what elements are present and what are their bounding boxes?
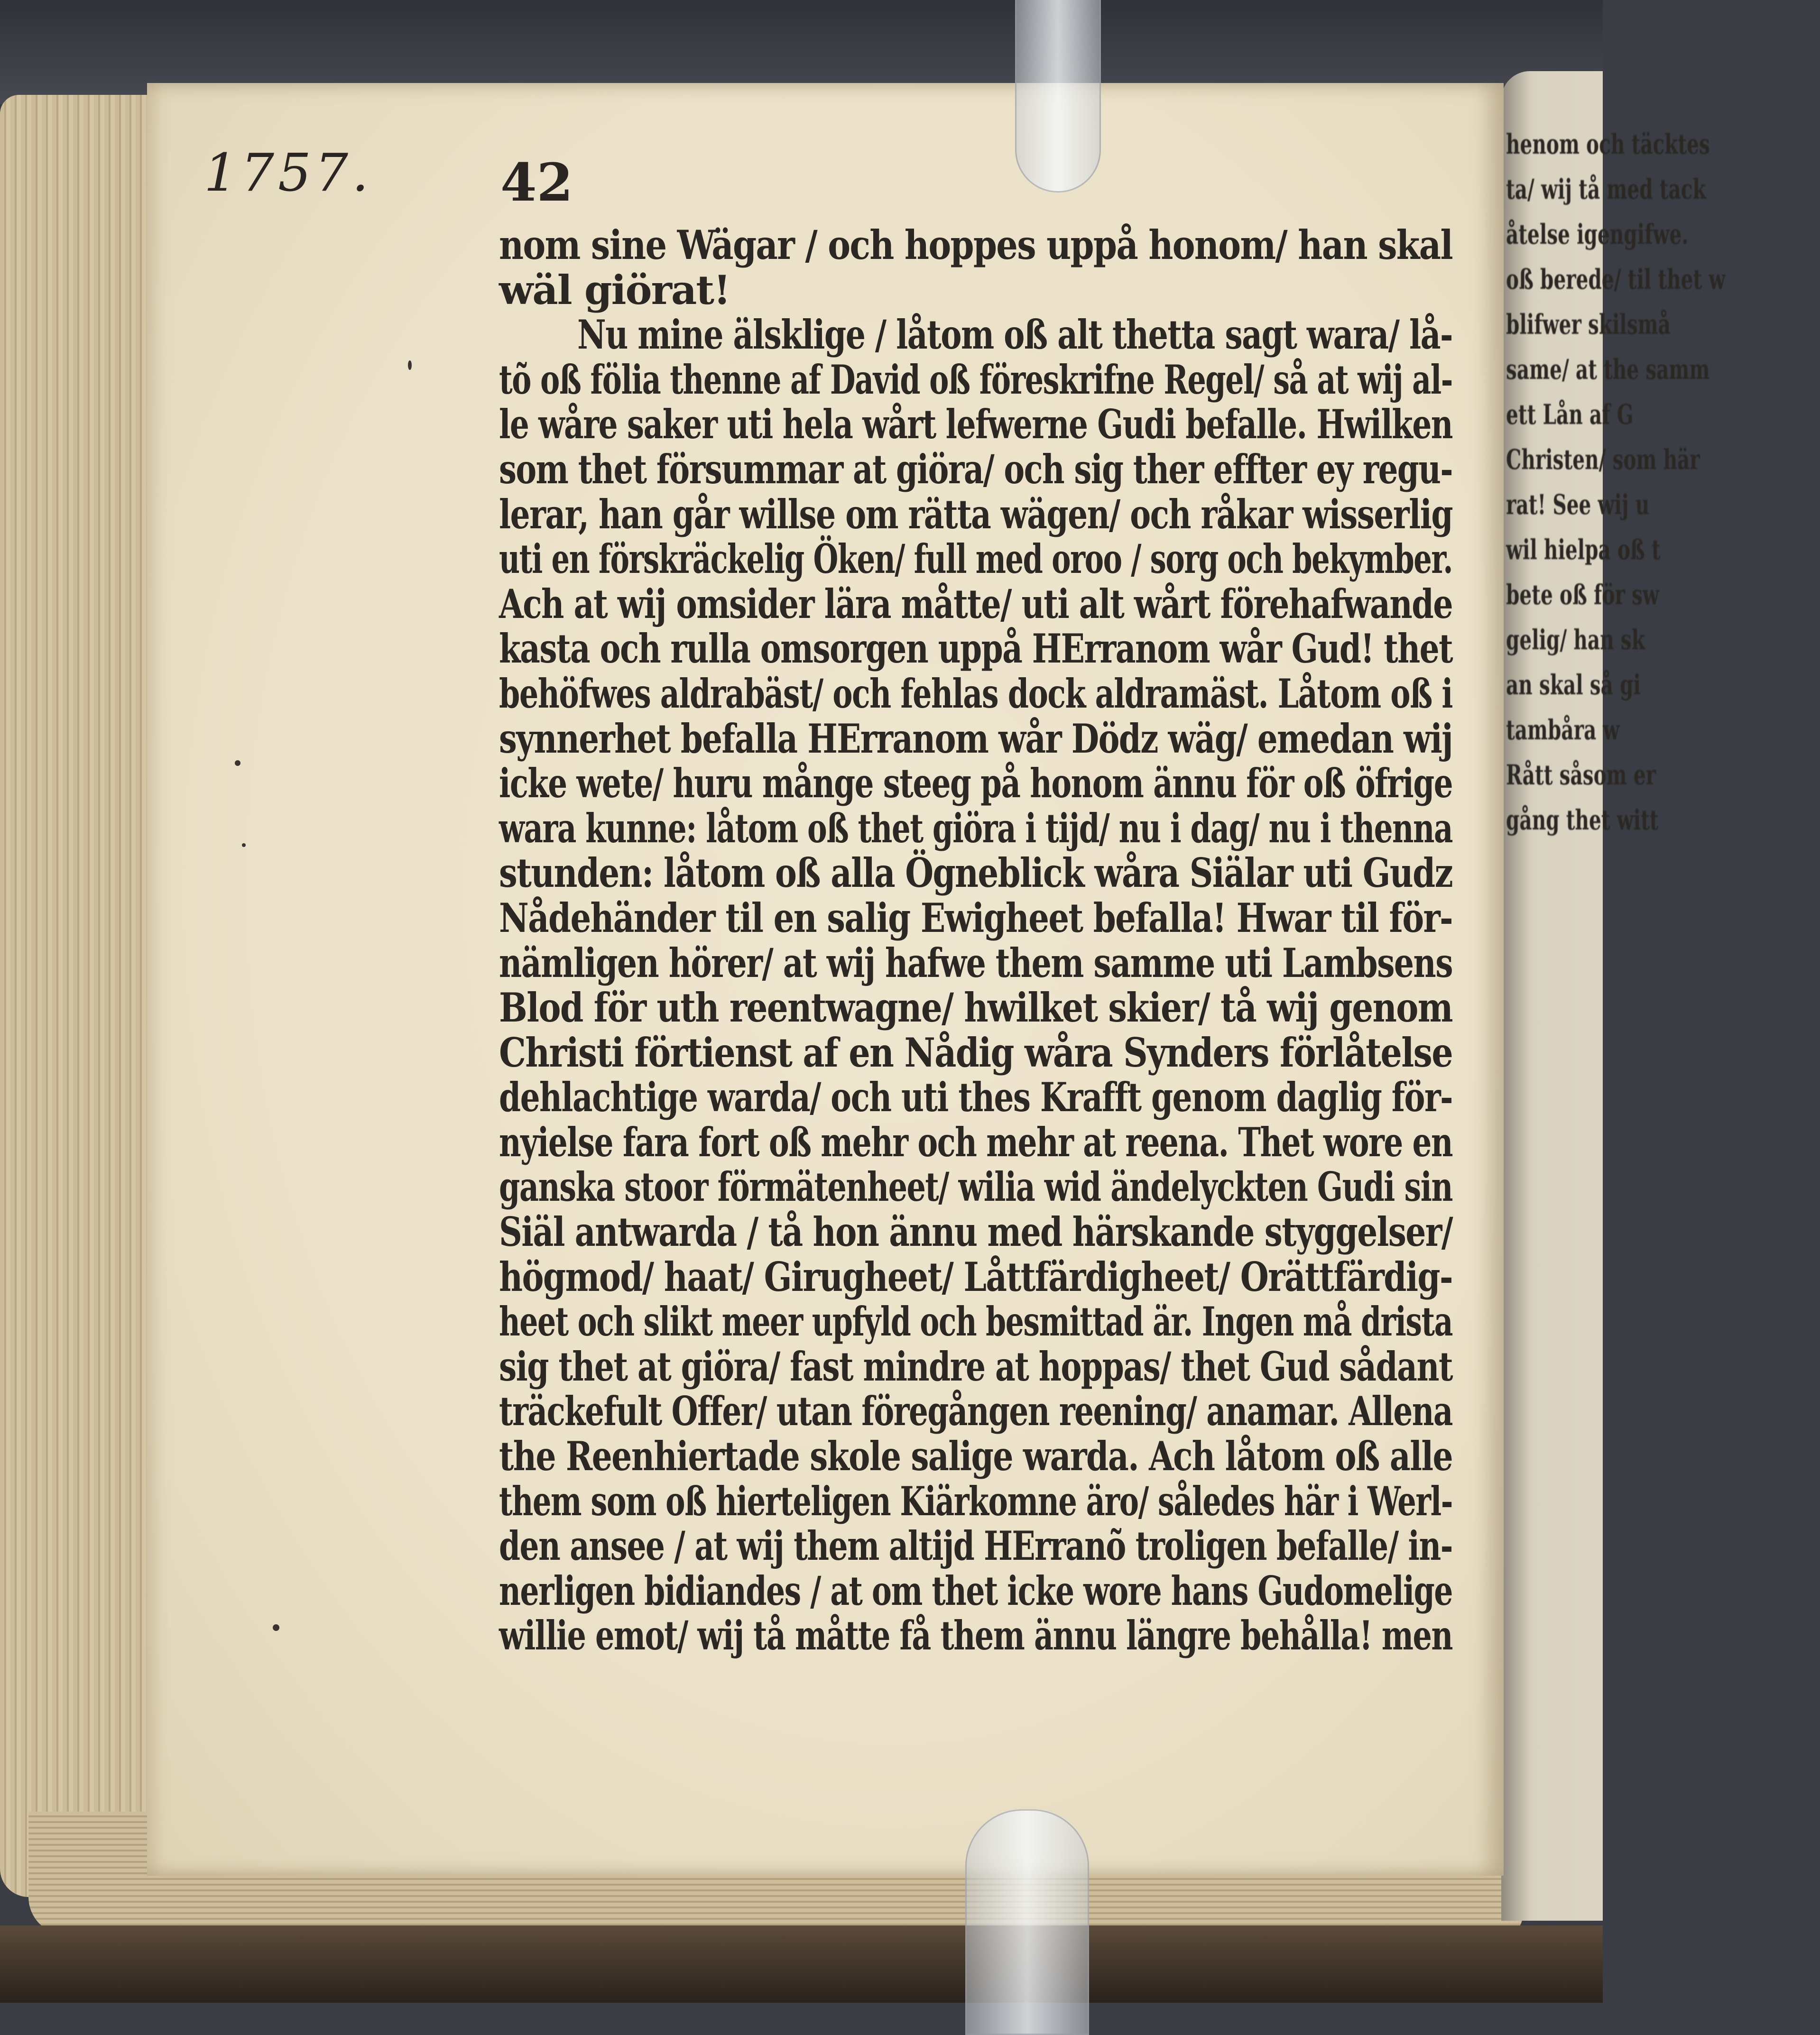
text-line-content: dehlachtige warda/ och uti thes Krafft genom daglig för-	[499, 1074, 1452, 1121]
book-clamp-bottom	[965, 1809, 1089, 2035]
facing-page-line: ta/ wij tå med tack	[1506, 173, 1706, 205]
facing-page-line: tambåra w	[1506, 714, 1620, 746]
page-number: 42	[500, 152, 573, 213]
handwritten-margin-note: 1757.	[204, 142, 372, 203]
text-line-content: Nu mine älsklige / låtom oß alt thetta sagt wara/ lå-	[577, 311, 1452, 359]
facing-page-line: blifwer skilsmå	[1506, 308, 1671, 341]
facing-page-line: wil hielpa oß t	[1506, 534, 1661, 566]
text-line	[499, 941, 1452, 986]
text-line	[499, 447, 1452, 492]
text-line-content: willie emot/ wij tå måtte få them ännu längre behålla! men	[499, 1612, 1452, 1659]
ink-mark	[408, 360, 412, 370]
text-line	[499, 1479, 1452, 1524]
text-line-content: nyielse fara fort oß mehr och mehr at reena. Thet wore en	[499, 1118, 1452, 1166]
text-line-content: Christi förtienst af en Nådig wåra Synders förlåtelse	[499, 1029, 1452, 1076]
text-line	[499, 492, 1452, 537]
text-line	[499, 761, 1452, 806]
text-line-content: heet och slikt meer upfyld och besmittad är. Ingen må drista	[499, 1298, 1452, 1345]
text-line	[499, 1031, 1452, 1076]
text-line	[499, 1075, 1452, 1120]
text-line	[499, 358, 1452, 403]
book-binding	[0, 1925, 1603, 2003]
text-line	[499, 1165, 1452, 1210]
facing-page-line: an skal så gi	[1506, 669, 1641, 701]
text-line-content: synnerhet befalla HErranom wår Dödz wäg/ emedan wij	[499, 715, 1452, 762]
book-clamp-top	[1015, 0, 1101, 193]
text-line	[499, 1389, 1452, 1434]
text-line	[499, 806, 1452, 851]
text-line-content: Ach at wij omsider lära måtte/ uti alt wårt förehafwande	[499, 580, 1452, 627]
text-line-content: sig thet at giöra/ fast mindre at hoppas/ thet Gud sådant	[499, 1343, 1452, 1390]
facing-page-line: gång thet witt	[1506, 804, 1659, 836]
facing-page-line: Rått såsom er	[1506, 759, 1656, 791]
text-line-content: nämligen hörer/ at wij hafwe them samme uti Lambsens	[499, 939, 1452, 986]
text-line	[499, 896, 1452, 941]
text-line-content: Nådehänder til en salig Ewigheet befalla! Hwar til för-	[499, 894, 1452, 941]
text-line-content: icke wete/ huru månge steeg på honom ännu för oß öfrige	[499, 760, 1452, 807]
facing-page-line: rat! See wij u	[1506, 488, 1650, 521]
ink-mark	[273, 1624, 279, 1631]
text-line	[499, 537, 1452, 582]
facing-page-line: Christen/ som här	[1506, 443, 1700, 476]
text-line: wäl giörat!	[499, 266, 730, 313]
text-line	[499, 582, 1452, 627]
facing-page-line: bete oß för sw	[1506, 579, 1659, 611]
text-line-content: wara kunne: låtom oß thet giöra i tijd/ nu i dag/ nu i thenna	[499, 804, 1452, 852]
text-line-content: ganska stoor förmätenheet/ wilia wid ändelyckten Gudi sin	[499, 1163, 1452, 1211]
text-line-content: som thet försummar at giöra/ och sig ther effter ey regu-	[499, 445, 1452, 493]
text-line-content: träckefult Offer/ utan föregången reening/ anamar. Allena	[499, 1388, 1452, 1435]
facing-page-line: same/ at the samm	[1506, 353, 1710, 386]
text-line	[499, 313, 1452, 358]
facing-page-line: oß berede/ til thet w	[1506, 263, 1726, 295]
text-line-content: tõ oß fölia thenne af David oß föreskrifne Regel/ så at wij al-	[499, 356, 1452, 403]
facing-page-line: gelig/ han sk	[1506, 624, 1645, 656]
text-line-content: Siäl antwarda / tå hon ännu med härskande styggelser/	[499, 1208, 1452, 1256]
text-line	[499, 1613, 1452, 1658]
text-line-content: them som oß hierteligen Kiärkomne äro/ således här i Werl-	[499, 1477, 1452, 1525]
ink-mark	[242, 843, 246, 847]
text-line-content: högmod/ haat/ Girugheet/ Låttfärdigheet/ Orättfärdig-	[499, 1253, 1452, 1300]
text-line	[499, 985, 1452, 1031]
facing-page-line: ett Lån af G	[1506, 398, 1634, 431]
body-text	[499, 223, 1452, 1658]
text-line	[499, 1299, 1452, 1344]
text-line	[499, 717, 1452, 762]
text-line-content: nerligen bidiandes / at om thet icke wore hans Gudomelige	[499, 1567, 1452, 1614]
text-line-content: stunden: låtom oß alla Ögneblick wåra Siälar uti Gudz	[499, 849, 1452, 897]
text-line	[499, 626, 1452, 672]
text-line	[499, 223, 1452, 268]
text-line-content: Blod för uth reentwagne/ hwilket skier/ tå wij genom	[499, 984, 1452, 1031]
text-line-content: the Reenhiertade skole salige warda. Ach låtom oß alle	[499, 1433, 1452, 1480]
text-line-content: den ansee / at wij them altijd HErranõ troligen befalle/ in-	[499, 1522, 1452, 1570]
text-line	[499, 402, 1452, 447]
ink-mark	[235, 760, 240, 766]
text-line	[499, 1344, 1452, 1390]
text-line-content: le wåre saker uti hela wårt lefwerne Gudi befalle. Hwilken	[499, 401, 1452, 448]
text-line	[499, 1569, 1452, 1614]
text-line-content: uti en förskräckelig Öken/ full med oroo / sorg och bekymber.	[499, 535, 1452, 583]
page-edges-left	[0, 95, 171, 1897]
text-line	[499, 1120, 1452, 1165]
text-line	[499, 851, 1452, 896]
text-line	[499, 1210, 1452, 1255]
facing-page-line: henom och täcktes	[1506, 128, 1710, 160]
text-line	[499, 1434, 1452, 1479]
text-line	[499, 1255, 1452, 1300]
text-line-content: kasta och rulla omsorgen uppå HErranom wår Gud! thet	[499, 625, 1452, 672]
text-line-content: nom sine Wägar / och hoppes uppå honom/ han skal	[499, 221, 1452, 268]
text-line	[499, 1524, 1452, 1569]
text-line-content: lerar, han går willse om rätta wägen/ och råkar wisserlig	[499, 490, 1452, 538]
text-line-content: behöfwes aldrabäst/ och fehlas dock aldramäst. Låtom oß i	[499, 670, 1452, 717]
facing-page-line: åtelse igengifwe.	[1506, 218, 1689, 250]
text-line	[499, 672, 1452, 717]
